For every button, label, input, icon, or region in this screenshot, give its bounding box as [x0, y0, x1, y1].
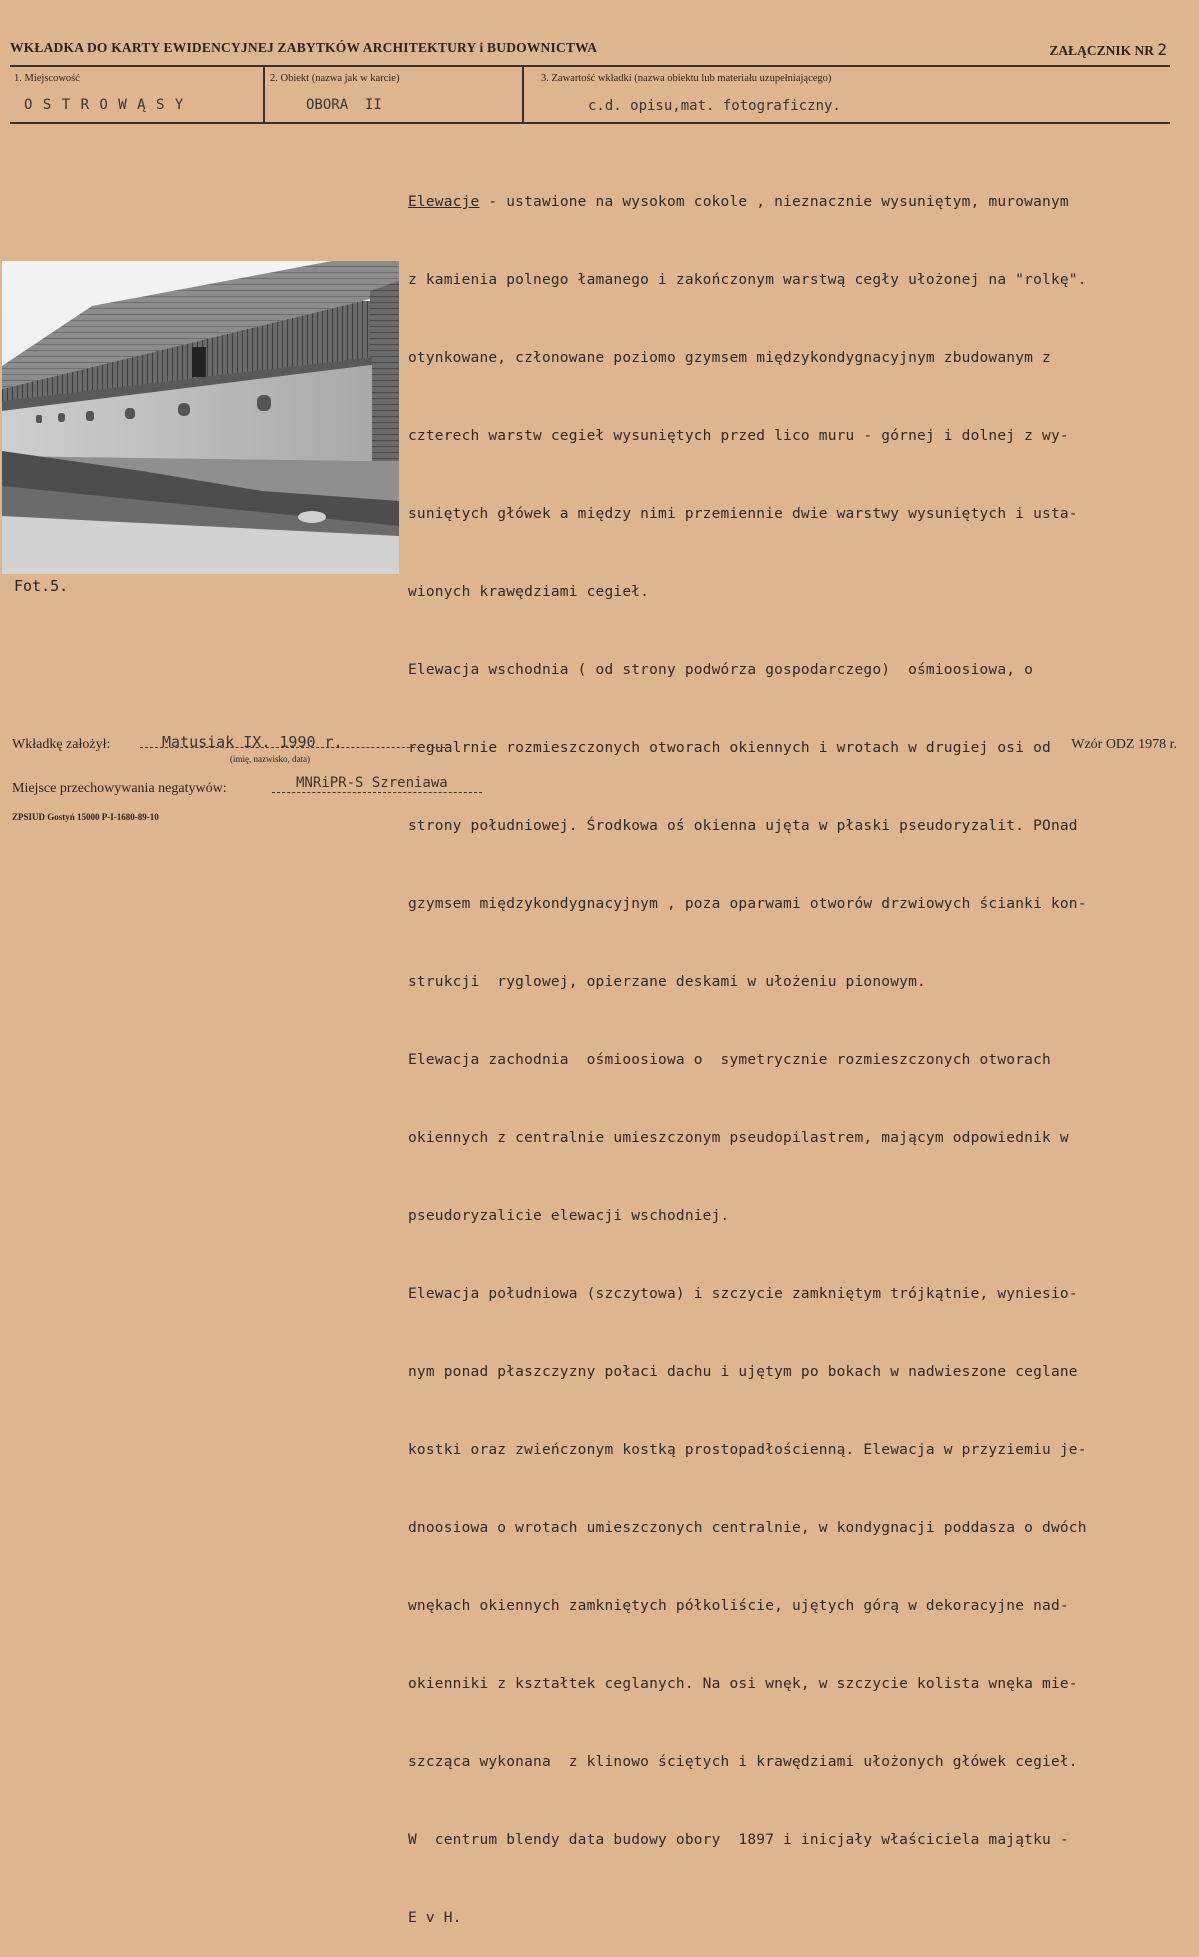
description-line: z kamienia polnego łamanego i zakończonym warstwą cegły ułożonej na "rolkę". [408, 272, 1087, 288]
field-divider-2 [522, 65, 524, 124]
storage-label: Miejsce przechowywania negatywów: [12, 781, 227, 796]
content-value: c.d. opisu,mat. fotograficzny. [588, 98, 841, 114]
barn-photo-image [2, 261, 399, 574]
content-label: 3. Zawartość wkładki (nazwa obiektu lub materiału uzupełniającego) [541, 73, 832, 84]
description-line: suniętych główek a między nimi przemiennie dwie warstwy wysuniętych i usta- [408, 506, 1078, 522]
description-line: regualrnie rozmieszczonych otworach okiennych i wrotach w drugiej osi od [408, 740, 1051, 756]
description-line: otynkowane, członowane poziomo gzymsem międzykondygnacyjnym zbudowanym z [408, 350, 1051, 366]
header-rule-bottom [10, 122, 1170, 124]
description-line: wnękach okiennych zamkniętych półkoliście, ujętych górą w dekoracyjne nad- [408, 1598, 1069, 1614]
field-divider-1 [263, 65, 265, 124]
description-line: nym ponad płaszczyzny połaci dachu i ujętym po bokach w nadwieszone ceglane [408, 1364, 1078, 1380]
description-line: okienniki z kształtek ceglanych. Na osi wnęk, w szczycie kolista wnęka mie- [408, 1676, 1078, 1692]
description-line: kostki oraz zwieńczonym kostką prostopadłościenną. Elewacja w przyziemiu je- [408, 1442, 1087, 1458]
description-line: strukcji ryglowej, opierzane deskami w ułożeniu pionowym. [408, 974, 926, 990]
form-title: WKŁADKA DO KARTY EWIDENCYJNEJ ZABYTKÓW ARCHITEKTURY i BUDOWNICTWA [10, 40, 598, 55]
description-line [408, 189, 1184, 215]
description-line: Elewacja zachodnia ośmioosiowa o symetrycznie rozmieszczonych otworach [408, 1052, 1051, 1068]
storage-value: MNRiPR-S Szreniawa [296, 775, 448, 791]
description-line: pseudoryzalicie elewacji wschodniej. [408, 1208, 730, 1224]
annex-number: 2 [1157, 40, 1167, 59]
description-line: strony południowej. Środkowa oś okienna ujęta w płaski pseudoryzalit. POnad [408, 818, 1078, 834]
description-line: gzymsem międzykondygnacyjnym , poza oparwami otworów drzwiowych ścianki kon- [408, 896, 1087, 912]
template-label: Wzór ODZ 1978 r. [1071, 737, 1177, 752]
locality-label: 1. Miejscowość [14, 73, 80, 84]
description-line: E v H. [408, 1910, 462, 1926]
storage-line [272, 792, 482, 793]
object-label-text: 2. Obiekt (nazwa jak w karcie) [270, 73, 400, 84]
description-line: W centrum blendy data budowy obory 1897 i inicjały właściciela majątku - [408, 1832, 1069, 1848]
header-rule-top [10, 65, 1170, 67]
description-line-text: - ustawione na wysokom cokole , nieznacznie wysuniętym, murowanym [479, 194, 1069, 210]
annex-label [1049, 40, 1167, 59]
description-line: wionych krawędziami cegieł. [408, 584, 650, 600]
author-label: Wkładkę założył: [12, 737, 111, 752]
description-text [408, 137, 1184, 1957]
description-line: czterech warstw cegieł wysuniętych przed lico muru - górnej i dolnej z wy- [408, 428, 1069, 444]
annex-label-text: ZAŁĄCZNIK NR [1049, 43, 1154, 58]
object-label [270, 73, 399, 84]
object-value: OBORA II [306, 97, 382, 113]
author-value: Matusiak IX. 1990 r. [162, 733, 343, 751]
description-line: dnoosiowa o wrotach umieszczonych centralnie, w kondygnacji poddasza o dwóch [408, 1520, 1087, 1536]
photo-caption: Fot.5. [14, 577, 69, 595]
heading-elewacje: Elewacje [408, 194, 480, 210]
barn-photo [2, 261, 399, 574]
author-hint: (imię, nazwisko, data) [230, 754, 310, 764]
description-line: Elewacja południowa (szczytowa) i szczycie zamkniętym trójkątnie, wyniesio- [408, 1286, 1078, 1302]
description-line: Elewacja wschodnia ( od strony podwórza gospodarczego) ośmioosiowa, o [408, 662, 1034, 678]
description-line: okiennych z centralnie umieszczonym pseudopilastrem, mającym odpowiednik w [408, 1130, 1069, 1146]
locality-value: O S T R O W Ą S Y [24, 97, 185, 113]
printer-info: ZPSIUD Gostyń 15000 P-I-1680-89-10 [12, 812, 159, 822]
description-line: szcząca wykonana z klinowo ściętych i krawędziami ułożonych główek cegieł. [408, 1754, 1078, 1770]
